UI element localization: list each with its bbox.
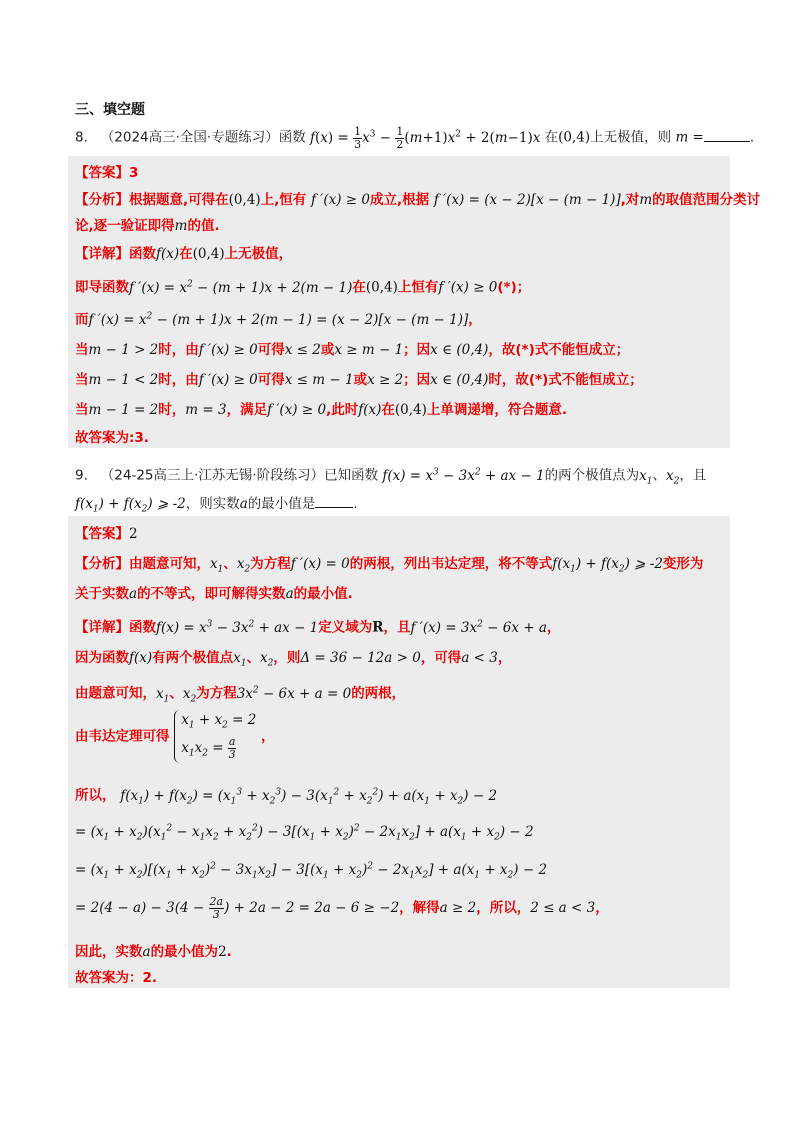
q9-stem-line2: $f(x_1) + f(x_2)$ ⩾ -2，则实数a的最小值是 . — [75, 496, 358, 515]
q8-final-answer: 故答案为:3. — [75, 430, 149, 446]
q9-final-answer: 故答案为：2. — [75, 970, 158, 986]
q9-derivation-line3: = $(x_1 + x_2)[(x_1 + x_2)^2 - 3x_1x_2] - 3[(x_1 + x_2)^2 - 2x_1x_2] + a(x_1 + x_2) - 2$ — [75, 861, 548, 881]
q9-analysis-line2: 关于实数a的不等式，即可解得实数a的最小值. — [75, 586, 353, 602]
q8-detail-line2: 即导函数f $'(x) = x^2 - (m + 1)x + 2(m - 1)$在(0,4)上恒有f ′(x) ≥ 0(*)； — [75, 279, 531, 296]
q8-answer-blank — [704, 129, 750, 142]
section-title: 三、填空题 — [75, 102, 145, 118]
q8-detail-line1: 【详解】函数f(x)在(0,4)上无极值， — [75, 246, 293, 262]
q8-function: f(x) = $\frac{1}{3}$ $x^3$ − $\frac{1}{2}$ $(m+1)x^2 + 2(m-1)x$ — [310, 124, 541, 151]
q9-derivation-line1: 所以， $f(x_1) + f(x_2) = (x_1^3 + x_2^3) - 3(x_1^2 + x_2^2) + a(x_1 + x_2) - 2$ — [75, 787, 498, 807]
q9-detail-line2: 因为函数f(x)有两个极值点$x_1$、$x_2$，则Δ = 36 − 12a > 0，可得a < 3， — [75, 650, 512, 669]
q8-analysis-line1: 【分析】根据题意,可得在(0,4)上,恒有 f ′(x) ≥ 0成立,根据 f ′(x) = (x − 2)[x − (m − 1)],对m的取值范围分类讨 — [75, 192, 761, 208]
q8-detail-line4: 当m − 1 > 2时，由f ′(x) ≥ 0可得x ≤ 2或x ≥ m − 1；因x ∈ (0,4)，故(*)式不能恒成立； — [75, 342, 630, 358]
q8-answer: 【答案】3 — [75, 165, 139, 181]
q9-detail-line1: 【详解】函数$f(x) = x^3 - 3x^2$ + ax − 1定义域为R，且f $'(x) = 3x^2 - 6x + a$， — [75, 619, 561, 636]
q9-vieta-system: $x_1 + x_2 = 2$ $x_1x_2$ = $\frac{a}{3}$ — [174, 710, 256, 763]
q9-answer-blank — [315, 495, 353, 508]
q9-derivation-line2: = $(x_1 + x_2)(x_1^2 - x_1x_2 + x_2^2) - 3[(x_1 + x_2)^2 - 2x_1x_2] + a(x_1 + x_2) - 2$ — [75, 823, 534, 843]
q9-conclusion: 因此，实数a的最小值为2. — [75, 944, 232, 960]
q8-analysis-line2: 论,逐一验证即得m的值. — [75, 218, 220, 234]
q9-analysis-line1: 【分析】由题意可知，$x_1$、$x_2$为方程f ′(x) = 0的两根，列出韦达定理，将不等式$f(x_1) + f(x_2)$ ⩾ -2变形为 — [75, 556, 704, 575]
q9-detail-line3: 由题意可知，$x_1$、$x_2$为方程$3x^2 - 6x + a = 0$的两根， — [75, 685, 406, 705]
q9-derivation-line4: = 2(4 − a) − 3(4 − $\frac{2a}{3}$ ) + 2a − 2 = 2a − 6 ≥ −2，解得a ≥ 2，所以，2 ≤ a < 3， — [75, 895, 609, 921]
q8-detail-line6: 当m − 1 = 2时，m = 3，满足f ′(x) ≥ 0,此时f(x)在(0,4)上单调递增，符合题意. — [75, 402, 568, 418]
q9-detail-vieta: 由韦达定理可得 $x_1 + x_2 = 2$ $x_1x_2$ = $\frac{a}{3}$ ， — [75, 710, 275, 763]
q9-stem-line1: 9. （24-25高三上·江苏无锡·阶段练习）已知函数 $f(x) = x^3 - 3x^2$ + ax − 1的两个极值点为$x_1$、$x_2$，且 — [75, 467, 707, 487]
q8-detail-line5: 当m − 1 < 2时，由f ′(x) ≥ 0可得x ≤ m − 1或x ≥ 2；因x ∈ (0,4)时，故(*)式不能恒成立； — [75, 372, 643, 388]
q8-detail-line3: 而f $'(x) = x^2 - (m + 1)x + 2(m - 1) = (x - 2)[x - (m - 1)]$， — [75, 311, 482, 328]
q9-answer: 【答案】2 — [75, 526, 138, 542]
q8-stem: 8. （2024高三·全国·专题练习）函数 f(x) = $\frac{1}{3}$ $x^3$ − $\frac{1}{2}$ $(m+1)x^2 + 2(m-1)x$ 在(0,4)上无极值，则 m = . — [75, 124, 755, 151]
